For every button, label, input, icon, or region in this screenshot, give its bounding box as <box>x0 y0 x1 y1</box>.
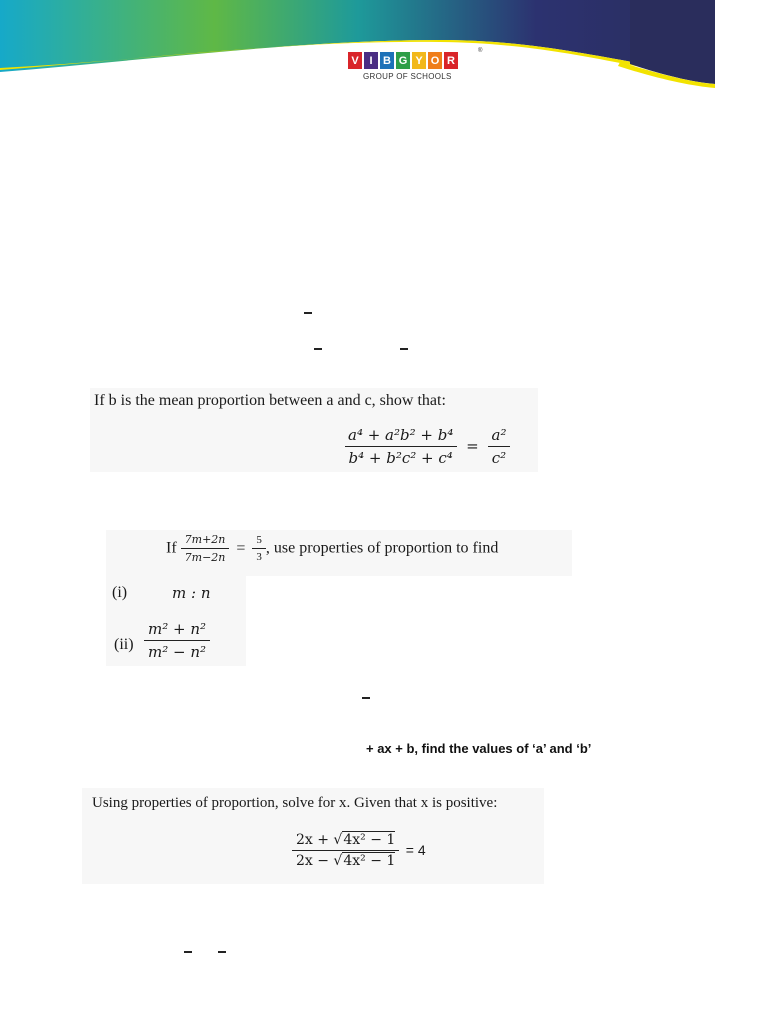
stray-dash <box>362 697 370 699</box>
stray-dash <box>184 951 192 953</box>
question-3-intro: Using properties of proportion, solve for x. Given that x is positive: <box>92 795 498 811</box>
question-3-equals: = 4 <box>405 841 426 858</box>
question-1-rhs-denominator: c² <box>488 446 510 467</box>
logo-letter-tile: R <box>444 52 458 69</box>
question-1-equals: = <box>466 436 479 455</box>
registered-mark: ® <box>478 48 483 54</box>
stray-dash <box>218 951 226 953</box>
logo-letter-tile: Y <box>412 52 426 69</box>
stray-dash <box>304 312 312 314</box>
question-3-numerator-radicand: 4x² − 1 <box>343 832 396 848</box>
question-2-stem <box>166 533 498 564</box>
question-1-lhs-fraction <box>344 426 457 467</box>
question-2-fraction-numerator: 7m+2n <box>184 533 226 546</box>
logo-tagline: GROUP OF SCHOOLS <box>363 72 452 81</box>
question-2-rhs-numerator: 5 <box>256 534 262 546</box>
logo-letter-tile: G <box>396 52 410 69</box>
logo-letter-tile: B <box>380 52 394 69</box>
logo-letter-tile: O <box>428 52 442 69</box>
question-1-intro: If b is the mean proportion between a and c, show that: <box>94 392 446 409</box>
question-3-fraction <box>292 832 399 869</box>
question-2-part-2-fraction <box>144 620 210 661</box>
question-2-if: If <box>166 539 177 557</box>
vibgyor-logo <box>348 48 483 86</box>
question-1-rhs-fraction <box>488 426 511 467</box>
partial-question-text: + ax + b, find the values of ‘a’ and ‘b’ <box>366 741 592 756</box>
question-3-numerator-prefix: 2x + √ <box>296 832 343 848</box>
question-1-equation <box>344 426 510 467</box>
question-2-part-2-expression <box>144 620 210 661</box>
question-3-denominator <box>292 850 399 869</box>
question-1-lhs-numerator: a⁴ + a²b² + b⁴ <box>348 426 454 444</box>
question-2-fraction <box>181 533 230 564</box>
question-2-tail: , use properties of proportion to find <box>265 539 499 557</box>
stray-dash <box>400 348 408 350</box>
logo-letter-tile: V <box>348 52 362 69</box>
question-2-part-2-numerator: m² + n² <box>148 620 207 638</box>
question-2-part-1-label: (i) <box>112 584 128 601</box>
question-3-denominator-prefix: 2x − √ <box>296 853 343 869</box>
question-2-part-1-expression: m : n <box>172 584 211 602</box>
logo-letter-tile: I <box>364 52 378 69</box>
question-2-equals: = <box>236 539 246 557</box>
question-2-rhs-denominator: 3 <box>252 548 266 563</box>
question-2-part-2-denominator: m² − n² <box>144 640 210 661</box>
question-3-denominator-radicand: 4x² − 1 <box>343 853 396 869</box>
question-1-rhs-numerator: a² <box>491 426 507 444</box>
question-3-equation <box>292 832 426 869</box>
question-1-lhs-denominator: b⁴ + b²c² + c⁴ <box>345 446 457 467</box>
question-2-rhs-fraction <box>252 534 266 563</box>
question-2-fraction-denominator: 7m−2n <box>181 548 230 564</box>
question-2-part-2-label: (ii) <box>114 636 134 653</box>
question-3-numerator <box>292 832 399 850</box>
stray-dash <box>314 348 322 350</box>
